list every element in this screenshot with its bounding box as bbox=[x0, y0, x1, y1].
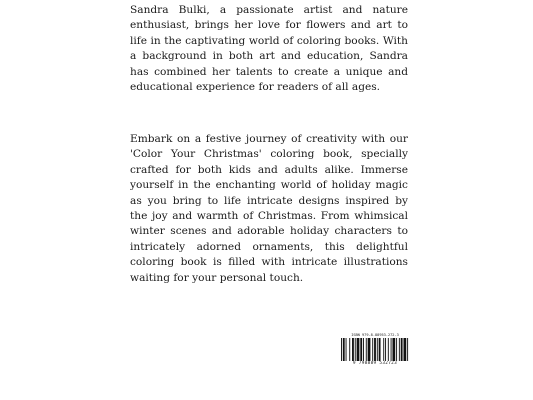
barcode-bar bbox=[392, 338, 395, 361]
barcode-bar bbox=[374, 338, 376, 361]
barcode-bar bbox=[366, 338, 367, 361]
barcode-bar bbox=[341, 338, 342, 361]
barcode-bar bbox=[343, 338, 345, 361]
book-description-paragraph: Embark on a festive journey of creativity with our 'Color Your Christmas' coloring book, specially crafted for both kids and adults alike. Immerse yourself in the enchanting world of holiday magic as you bring to life intricate designs inspired by the joy and warmth of Christmas. From whimsical winter scenes and adorable holiday characters to intricately adorned ornaments, this delightful coloring book is filled with intricate illustrations waiting for your personal touch. bbox=[130, 133, 408, 284]
barcode-bar bbox=[372, 338, 373, 361]
barcode-bar bbox=[379, 338, 381, 361]
barcode-bar bbox=[403, 338, 406, 361]
barcode-bar bbox=[388, 338, 389, 361]
barcode-bar bbox=[349, 338, 350, 361]
barcode-digits: 9 798889 532723 bbox=[352, 361, 398, 366]
barcode-bar bbox=[346, 338, 347, 361]
barcode-bar bbox=[383, 338, 384, 361]
author-bio-paragraph: Sandra Bulki, a passionate artist and nature enthusiast, brings her love for flowers and art to life in the captivating world of coloring books. With a background in both art and education, Sandra has combined her talents to create a unique and educational experience for readers of all ages. bbox=[130, 4, 408, 94]
barcode-icon bbox=[341, 338, 409, 361]
barcode-bar bbox=[357, 338, 360, 361]
barcode-bar bbox=[352, 338, 354, 361]
barcode-bar bbox=[385, 338, 386, 361]
barcode-bar bbox=[355, 338, 356, 361]
isbn-label: ISBN 979-8-88953-272-3 bbox=[351, 333, 399, 337]
barcode-block bbox=[341, 333, 409, 367]
barcode-bar bbox=[368, 338, 371, 361]
barcode-bar bbox=[407, 338, 408, 361]
barcode-bar bbox=[391, 338, 392, 361]
barcode-bar bbox=[399, 338, 400, 361]
barcode-bar bbox=[377, 338, 378, 361]
barcode-bar bbox=[401, 338, 403, 361]
barcode-bar bbox=[360, 338, 362, 361]
barcode-bar bbox=[363, 338, 364, 361]
barcode-bar bbox=[396, 338, 397, 361]
